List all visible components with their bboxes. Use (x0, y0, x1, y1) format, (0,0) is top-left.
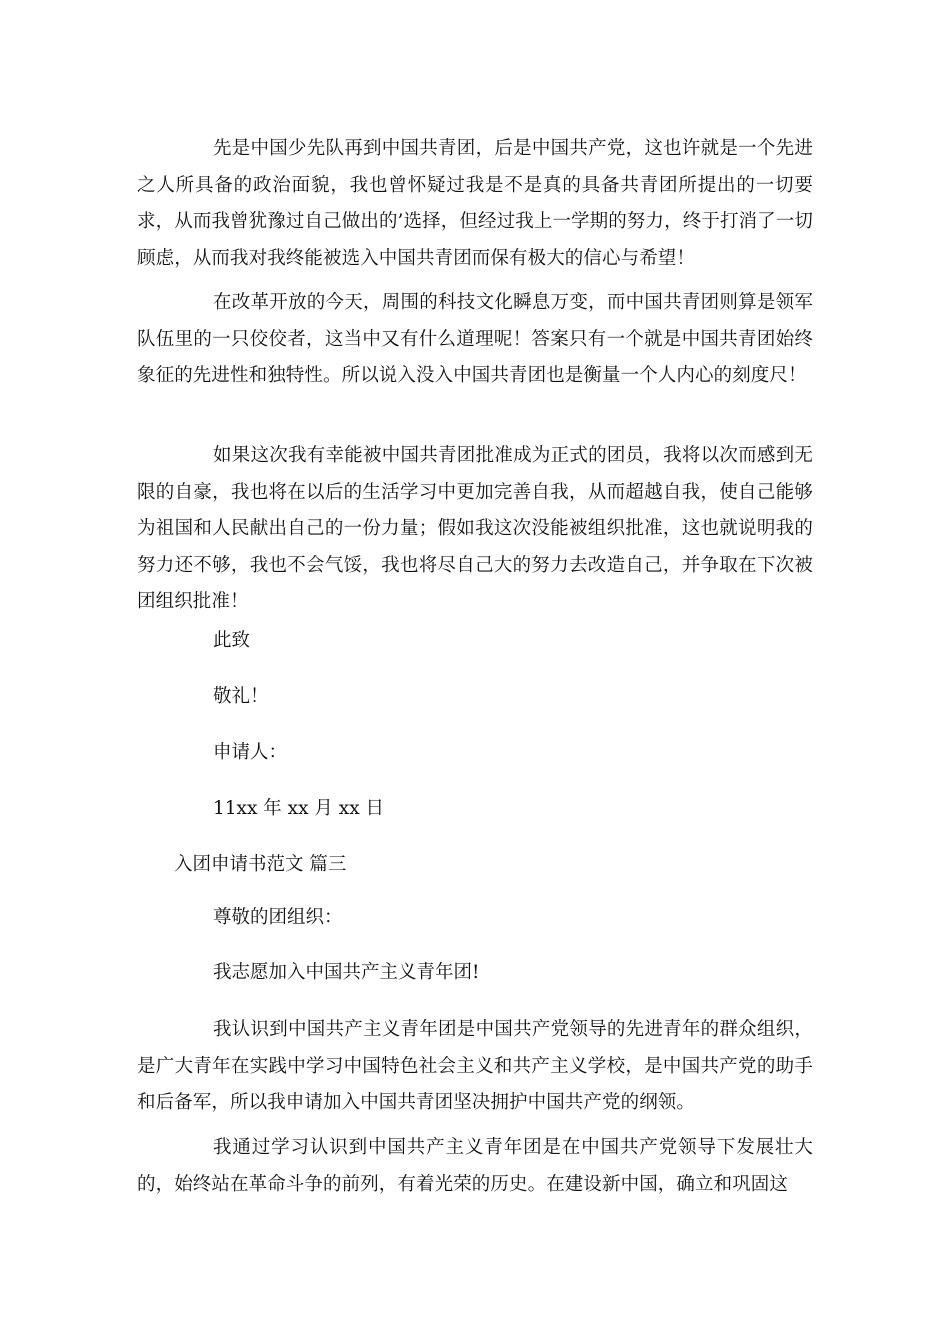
date-line: 11xx 年 xx 月 xx 日 (213, 798, 385, 819)
paragraph-5: 我通过学习认识到中国共产主义青年团是在中国共产党领导下发展壮大的，始终站在革命斗争的前列，有着光荣的历史。在建设新中国，确立和巩固这 (137, 1137, 813, 1195)
salutation: 尊敬的团组织： (213, 907, 343, 928)
paragraph-4: 我认识到中国共产主义青年团是中国共产党领导的先进青年的群众组织，是广大青年在实践中学习中国特色社会主义和共产主义学校，是中国共产党的助手和后备军，所以我申请加入中国共青团坚决拥护中国共产党的纲领。 (137, 1019, 813, 1113)
paragraph-1: 先是中国少先队再到中国共青团，后是中国共产党，这也许就是一个先进之人所具备的政治面貌，我也曾怀疑过我是不是真的具备共青团所提出的一切要求，从而我曾犹豫过自己做出的’选择，但经过我上一学期的努力，终于打消了一切顾虑，从而我对我终能被选入中国共青团而保有极大的信心与希望！ (137, 138, 813, 269)
paragraph-3: 如果这次我有幸能被中国共青团批准成为正式的团员，我将以次而感到无限的自豪，我也将在以后的生活学习中更加完善自我，从而超越自我，使自己能够为祖国和人民献出自己的一份力量；假如我这次没能被组织批准，这也就说明我的努力还不够，我也不会气馁，我也将尽自己大的努力去改造自己，并争取在下次被团组织批准！ (137, 445, 813, 612)
closing-line-2: 敬礼！ (213, 686, 269, 707)
applicant-line: 申请人： (213, 742, 288, 763)
paragraph-2: 在改革开放的今天，周围的科技文化瞬息万变，而中国共青团则算是领军队伍里的一只佼佼者，这当中又有什么道理呢！答案只有一个就是中国共青团始终象征的先进性和独特性。所以说入没入中国共青团也是衡量一个人内心的刻度尺！ (137, 292, 813, 386)
closing-line-1: 此致 (213, 630, 251, 651)
declaration: 我志愿加入中国共产主义青年团! (213, 962, 480, 983)
section-title: 入团申请书范文 篇三 (174, 854, 347, 875)
